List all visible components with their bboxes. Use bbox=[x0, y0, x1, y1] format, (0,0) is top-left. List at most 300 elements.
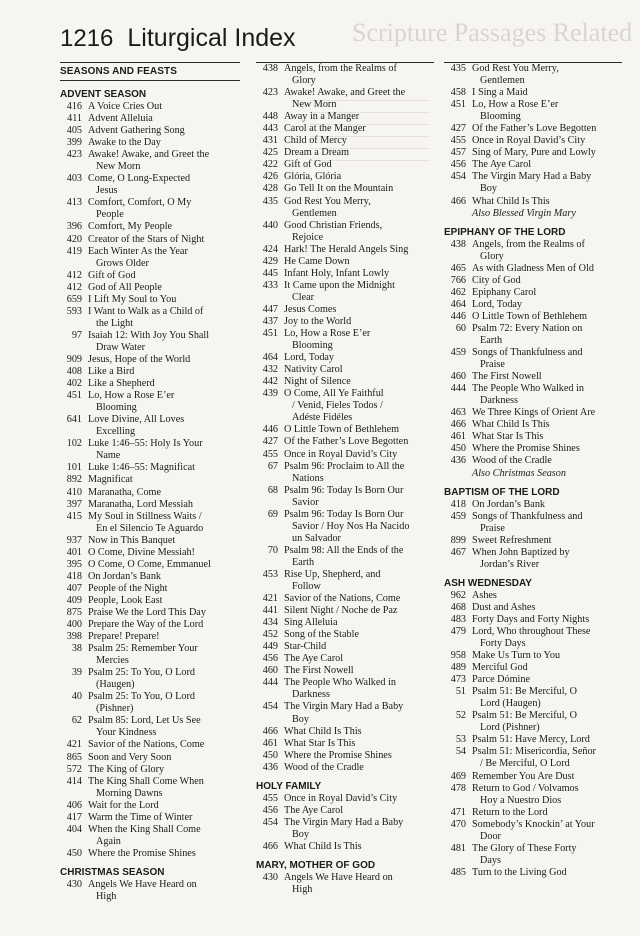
hymn-title: Warm the Time of Winter bbox=[88, 811, 193, 823]
hymn-number: 69 bbox=[267, 508, 278, 520]
hymn-number: 102 bbox=[66, 438, 82, 450]
hymn-number: 433 bbox=[262, 279, 278, 291]
hymn-number: 470 bbox=[450, 818, 466, 830]
section-heading-advent: ADVENT SEASON bbox=[60, 89, 147, 100]
entry-line bbox=[256, 123, 434, 135]
index-entry bbox=[444, 299, 622, 311]
hymn-number: 97 bbox=[71, 329, 82, 341]
index-entry bbox=[256, 111, 434, 123]
hymn-title: Awake! Awake, and Greet the bbox=[284, 87, 406, 99]
hymn-title: Wood of the Cradle bbox=[284, 761, 364, 773]
hymn-title-continuation: New Morn bbox=[292, 99, 337, 111]
hymn-title: Go Tell It on the Mountain bbox=[284, 183, 394, 195]
entry-line bbox=[256, 665, 434, 677]
entry-line bbox=[60, 607, 240, 619]
index-entry bbox=[256, 701, 434, 725]
hymn-title: O Little Town of Bethlehem bbox=[284, 424, 400, 436]
hymn-title: When John Baptized by bbox=[472, 546, 570, 558]
index-entry bbox=[60, 571, 240, 583]
hymn-number: 436 bbox=[450, 455, 466, 467]
index-entry bbox=[60, 246, 240, 270]
entry-line bbox=[444, 171, 622, 183]
hymn-title: Each Winter As the Year bbox=[88, 245, 188, 257]
hymn-title: Songs of Thankfulness and bbox=[472, 347, 583, 359]
entry-line bbox=[444, 239, 622, 251]
hymn-number: 459 bbox=[450, 510, 466, 522]
index-entry bbox=[256, 123, 434, 135]
hymn-title: Like a Shepherd bbox=[88, 378, 155, 390]
hymn-title-continuation: Your Kindness bbox=[96, 727, 157, 739]
hymn-title: Of the Father’s Love Begotten bbox=[472, 123, 597, 135]
entry-line bbox=[444, 686, 622, 698]
hymn-number: 473 bbox=[450, 674, 466, 686]
entry-line bbox=[444, 123, 622, 135]
hymn-title: It Came upon the Midnight bbox=[284, 279, 395, 291]
entry-line bbox=[60, 739, 240, 751]
hymn-title: On Jordan’s Bank bbox=[88, 570, 162, 582]
hymn-title: Night of Silence bbox=[284, 376, 351, 388]
entry-line bbox=[60, 378, 240, 390]
hymn-title-continuation: Darkness bbox=[292, 689, 330, 701]
hymn-number: 445 bbox=[262, 267, 278, 279]
hymn-title-continuation: Earth bbox=[292, 556, 315, 568]
entry-line bbox=[60, 800, 240, 812]
entry-line bbox=[256, 641, 434, 653]
hymn-title: Wood of the Cradle bbox=[472, 455, 552, 467]
hymn-title: Lo, How a Rose E’er bbox=[88, 390, 175, 402]
index-entry bbox=[256, 388, 434, 424]
index-entry bbox=[60, 197, 240, 221]
hymn-number: 446 bbox=[262, 424, 278, 436]
index-entry bbox=[444, 196, 622, 208]
entry-line bbox=[444, 511, 622, 523]
entry-line bbox=[256, 461, 434, 473]
index-entry bbox=[444, 746, 622, 770]
hymn-number: 426 bbox=[262, 171, 278, 183]
hymn-number: 452 bbox=[262, 629, 278, 641]
hymn-title-continuation: Glory bbox=[292, 75, 316, 87]
hymn-title: Once in Royal David’s City bbox=[472, 135, 586, 147]
entry-line bbox=[444, 547, 622, 559]
hymn-title: Rise Up, Shepherd, and bbox=[284, 568, 381, 580]
index-entry bbox=[444, 843, 622, 867]
entry-line bbox=[256, 629, 434, 641]
hymn-title: Psalm 51: Misericordia, Señor bbox=[472, 746, 596, 758]
hymn-number: 436 bbox=[262, 761, 278, 773]
hymn-number: 423 bbox=[262, 87, 278, 99]
hymn-title-continuation: Savior / Hoy Nos Ha Nacido bbox=[292, 520, 410, 532]
hymn-title: The King of Glory bbox=[88, 763, 165, 775]
hymn-number: 101 bbox=[66, 462, 82, 474]
entry-line bbox=[256, 762, 434, 774]
hymn-number: 464 bbox=[450, 298, 466, 310]
index-entry bbox=[444, 662, 622, 674]
hymn-number: 67 bbox=[267, 460, 278, 472]
entry-line bbox=[256, 449, 434, 461]
index-entry bbox=[444, 63, 622, 87]
hymn-number: 461 bbox=[450, 431, 466, 443]
hymn-number: 431 bbox=[262, 135, 278, 147]
hymn-title-continuation: Earth bbox=[480, 334, 503, 346]
index-entry bbox=[60, 137, 240, 149]
entry-line bbox=[256, 485, 434, 497]
entry-line bbox=[444, 746, 622, 758]
hymn-title: Love Divine, All Loves bbox=[88, 414, 185, 426]
entry-line bbox=[60, 879, 240, 891]
hymn-number: 479 bbox=[450, 625, 466, 637]
hymn-number: 62 bbox=[71, 715, 82, 727]
hymn-title: Sing Alleluia bbox=[284, 617, 338, 629]
index-entry bbox=[60, 378, 240, 390]
index-entry bbox=[60, 559, 240, 571]
hymn-title-continuation: Follow bbox=[292, 581, 321, 593]
entry-line bbox=[444, 734, 622, 746]
hymn-number: 411 bbox=[67, 113, 82, 125]
hymn-title: Epiphany Carol bbox=[472, 286, 537, 298]
hymn-number: 466 bbox=[262, 840, 278, 852]
entry-line bbox=[60, 270, 240, 282]
index-entry bbox=[256, 629, 434, 641]
index-entry bbox=[444, 287, 622, 299]
hymn-number: 418 bbox=[450, 498, 466, 510]
entry-line bbox=[444, 407, 622, 419]
index-entry bbox=[60, 667, 240, 691]
hymn-number: 435 bbox=[262, 195, 278, 207]
hymn-title: Forty Days and Forty Nights bbox=[472, 613, 590, 625]
entry-line bbox=[60, 764, 240, 776]
entry-line bbox=[444, 159, 622, 171]
hymn-title: The Aye Carol bbox=[472, 159, 532, 171]
hymn-number: 417 bbox=[66, 811, 82, 823]
index-entry bbox=[256, 677, 434, 701]
index-entry bbox=[256, 617, 434, 629]
index-entry bbox=[444, 171, 622, 195]
hymn-title: What Star Is This bbox=[472, 431, 544, 443]
hymn-title: What Child Is This bbox=[284, 840, 362, 852]
hymn-title: I Lift My Soul to You bbox=[88, 293, 177, 305]
hymn-number: 481 bbox=[450, 842, 466, 854]
hymn-title: Jesus, Hope of the World bbox=[88, 353, 191, 365]
entry-line bbox=[256, 364, 434, 376]
hymn-number: 448 bbox=[262, 111, 278, 123]
hymn-title-continuation: Rejoice bbox=[292, 231, 324, 243]
hymn-number: 444 bbox=[262, 677, 278, 689]
entry-line bbox=[444, 710, 622, 722]
index-entry bbox=[256, 605, 434, 617]
index-entry bbox=[444, 87, 622, 99]
hymn-title-continuation: (Pishner) bbox=[96, 703, 134, 715]
entry-line bbox=[60, 715, 240, 727]
entry-line bbox=[444, 287, 622, 299]
entry-line bbox=[256, 872, 434, 884]
hymn-number: 404 bbox=[66, 823, 82, 835]
entry-line bbox=[60, 113, 240, 125]
hymn-number: 471 bbox=[450, 806, 466, 818]
hymn-title: Silent Night / Noche de Paz bbox=[284, 605, 398, 617]
entry-line bbox=[444, 614, 622, 626]
entry-line bbox=[256, 726, 434, 738]
entry-line bbox=[60, 499, 240, 511]
hymn-title-continuation: Hoy a Nuestro Dios bbox=[480, 794, 562, 806]
index-entry bbox=[256, 63, 434, 87]
hymn-number: 489 bbox=[450, 662, 466, 674]
entry-line bbox=[256, 738, 434, 750]
hymn-title: Return to God / Volvamos bbox=[472, 782, 579, 794]
index-entry bbox=[444, 323, 622, 347]
index-entry bbox=[256, 316, 434, 328]
hymn-number: 937 bbox=[66, 534, 82, 546]
hymn-title: Angels, from the Realms of bbox=[472, 238, 585, 250]
entry-line bbox=[256, 87, 434, 99]
entry-line bbox=[60, 234, 240, 246]
hymn-title: Where the Promise Shines bbox=[472, 443, 580, 455]
hymn-title-continuation: Savior bbox=[292, 496, 319, 508]
index-entry bbox=[444, 371, 622, 383]
hymn-number: 456 bbox=[262, 804, 278, 816]
hymn-title: Lord, Today bbox=[284, 352, 335, 364]
hymn-title-continuation: Nations bbox=[292, 472, 324, 484]
index-entry bbox=[60, 125, 240, 137]
hymn-title-continuation: Boy bbox=[292, 713, 309, 725]
index-entry bbox=[256, 183, 434, 195]
hymn-number: 469 bbox=[450, 770, 466, 782]
hymn-title-continuation: (Haugen) bbox=[96, 679, 135, 691]
entry-line bbox=[60, 282, 240, 294]
entry-line bbox=[60, 246, 240, 258]
hymn-title: Joy to the World bbox=[284, 315, 352, 327]
index-entry bbox=[444, 547, 622, 571]
hymn-title: Lo, How a Rose E’er bbox=[472, 99, 559, 111]
entry-line bbox=[256, 196, 434, 208]
hymn-number: 418 bbox=[66, 570, 82, 582]
hymn-number: 468 bbox=[450, 601, 466, 613]
hymn-number: 467 bbox=[450, 546, 466, 558]
hymn-title: On Jordan’s Bank bbox=[472, 498, 546, 510]
hymn-title: Psalm 96: Today Is Born Our bbox=[284, 484, 404, 496]
hymn-title: Prepare! Prepare! bbox=[88, 631, 160, 643]
entry-line bbox=[444, 135, 622, 147]
entry-line bbox=[60, 631, 240, 643]
index-entry bbox=[60, 812, 240, 824]
hymn-title: Isaiah 12: With Joy You Shall bbox=[88, 329, 210, 341]
hymn-title: Infant Holy, Infant Lowly bbox=[284, 267, 390, 279]
entry-line bbox=[60, 535, 240, 547]
hymn-title: Sweet Refreshment bbox=[472, 534, 552, 546]
hymn-title: Of the Father’s Love Begotten bbox=[284, 436, 409, 448]
index-entry bbox=[256, 841, 434, 853]
hymn-number: 456 bbox=[450, 159, 466, 171]
hymn-title: Comfort, My People bbox=[88, 221, 173, 233]
hymn-number: 451 bbox=[262, 328, 278, 340]
hymn-number: 425 bbox=[262, 147, 278, 159]
hymn-title: The First Nowell bbox=[284, 665, 354, 677]
hymn-title: Psalm 51: Be Merciful, O bbox=[472, 686, 577, 698]
hymn-number: 398 bbox=[66, 631, 82, 643]
index-entry bbox=[444, 807, 622, 819]
hymn-title: The Aye Carol bbox=[284, 653, 344, 665]
hymn-number: 421 bbox=[66, 739, 82, 751]
entry-line bbox=[256, 159, 434, 171]
hymn-number: 440 bbox=[262, 219, 278, 231]
hymn-title: O Little Town of Bethlehem bbox=[472, 310, 588, 322]
entry-line bbox=[256, 424, 434, 436]
hymn-title: Glória, Glória bbox=[284, 171, 342, 183]
hymn-title: Creator of the Stars of Night bbox=[88, 233, 205, 245]
entry-line bbox=[60, 776, 240, 788]
hymn-number: 454 bbox=[450, 171, 466, 183]
index-entry bbox=[444, 159, 622, 171]
column-heading: SEASONS AND FEASTS bbox=[60, 66, 178, 77]
entry-line bbox=[256, 63, 434, 75]
hymn-number: 455 bbox=[450, 135, 466, 147]
entry-line bbox=[444, 383, 622, 395]
index-entry bbox=[256, 872, 434, 896]
entry-line bbox=[256, 677, 434, 689]
hymn-title: City of God bbox=[472, 274, 521, 286]
index-entry bbox=[60, 752, 240, 764]
index-entry bbox=[256, 196, 434, 220]
hymn-title: The First Nowell bbox=[472, 371, 542, 383]
entry-line bbox=[60, 354, 240, 366]
entry-line bbox=[444, 662, 622, 674]
hymn-number: 422 bbox=[262, 159, 278, 171]
hymn-number: 428 bbox=[262, 183, 278, 195]
entry-line bbox=[60, 547, 240, 559]
index-entry bbox=[256, 424, 434, 436]
index-entry bbox=[444, 135, 622, 147]
hymn-number: 401 bbox=[66, 546, 82, 558]
index-entry bbox=[60, 619, 240, 631]
hymn-number: 405 bbox=[66, 125, 82, 137]
hymn-number: 459 bbox=[450, 347, 466, 359]
index-entry bbox=[60, 270, 240, 282]
hymn-title: The Virgin Mary Had a Baby bbox=[284, 816, 404, 828]
index-entry bbox=[256, 750, 434, 762]
index-columns bbox=[60, 62, 622, 903]
hymn-number: 410 bbox=[66, 486, 82, 498]
hymn-number: 460 bbox=[262, 665, 278, 677]
hymn-title: Once in Royal David’s City bbox=[284, 448, 398, 460]
hymn-number: 659 bbox=[66, 293, 82, 305]
page-title: Liturgical Index bbox=[127, 24, 296, 52]
hymn-title: Lord, Who throughout These bbox=[472, 625, 591, 637]
index-entry bbox=[444, 626, 622, 650]
index-entry bbox=[444, 239, 622, 263]
hymn-title-continuation: High bbox=[96, 891, 117, 902]
hymn-number: 427 bbox=[450, 123, 466, 135]
hymn-title: Song of the Stable bbox=[284, 629, 359, 641]
index-entry bbox=[444, 455, 622, 467]
entry-line bbox=[60, 667, 240, 679]
hymn-title-continuation: Clear bbox=[292, 291, 315, 303]
entry-line bbox=[256, 268, 434, 280]
index-entry bbox=[256, 738, 434, 750]
hymn-title: Prepare the Way of the Lord bbox=[88, 619, 204, 631]
index-entry bbox=[256, 171, 434, 183]
hymn-number: 572 bbox=[66, 763, 82, 775]
entry-line bbox=[256, 750, 434, 762]
hymn-number: 68 bbox=[267, 484, 278, 496]
hymn-number: 892 bbox=[66, 474, 82, 486]
index-entry bbox=[444, 123, 622, 135]
entry-line bbox=[256, 256, 434, 268]
hymn-number: 427 bbox=[262, 436, 278, 448]
hymn-number: 421 bbox=[262, 593, 278, 605]
hymn-title: Child of Mercy bbox=[284, 135, 347, 147]
index-entry bbox=[60, 282, 240, 294]
index-entry bbox=[60, 511, 240, 535]
index-entry bbox=[256, 461, 434, 485]
hymn-title-continuation: Jordan’s River bbox=[480, 558, 540, 570]
index-entry bbox=[444, 771, 622, 783]
entry-line bbox=[444, 650, 622, 662]
hymn-number: 412 bbox=[66, 281, 82, 293]
hymn-title: Maranatha, Come bbox=[88, 486, 161, 498]
hymn-title: Remember You Are Dust bbox=[472, 770, 575, 782]
entry-line bbox=[256, 280, 434, 292]
hymn-number: 400 bbox=[66, 619, 82, 631]
hymn-title: Psalm 51: Be Merciful, O bbox=[472, 710, 577, 722]
index-entry bbox=[444, 499, 622, 511]
hymn-title-continuation: New Morn bbox=[96, 161, 141, 173]
hymn-title-continuation: Again bbox=[96, 835, 121, 847]
index-entry bbox=[444, 511, 622, 535]
hymn-number: 446 bbox=[450, 310, 466, 322]
hymn-number: 51 bbox=[455, 686, 466, 698]
index-entry bbox=[256, 449, 434, 461]
entry-line bbox=[256, 304, 434, 316]
entry-line bbox=[60, 812, 240, 824]
hymn-title-continuation: Blooming bbox=[292, 340, 333, 352]
hymn-number: 413 bbox=[66, 197, 82, 209]
index-entry bbox=[60, 499, 240, 511]
hymn-number: 899 bbox=[450, 534, 466, 546]
index-entry bbox=[444, 590, 622, 602]
entry-line bbox=[444, 275, 622, 287]
hymn-title: Wait for the Lord bbox=[88, 799, 159, 811]
index-entry bbox=[60, 595, 240, 607]
entry-line bbox=[444, 419, 622, 431]
index-entry bbox=[444, 407, 622, 419]
index-entry bbox=[256, 328, 434, 352]
entry-line bbox=[256, 376, 434, 388]
index-entry bbox=[60, 583, 240, 595]
entry-line bbox=[60, 306, 240, 318]
entry-line bbox=[60, 559, 240, 571]
hymn-title-continuation: Jesus bbox=[96, 185, 118, 197]
hymn-title: Turn to the Living God bbox=[472, 866, 567, 878]
hymn-number: 38 bbox=[71, 643, 82, 655]
index-entry bbox=[256, 653, 434, 665]
entry-line bbox=[444, 867, 622, 879]
hymn-number: 909 bbox=[66, 353, 82, 365]
entry-line bbox=[256, 183, 434, 195]
hymn-number: 52 bbox=[455, 710, 466, 722]
entry-line bbox=[256, 605, 434, 617]
hymn-title: Comfort, Comfort, O My bbox=[88, 197, 192, 209]
index-entry bbox=[256, 87, 434, 111]
entry-line bbox=[256, 617, 434, 629]
index-entry bbox=[444, 311, 622, 323]
hymn-number: 439 bbox=[262, 388, 278, 400]
entry-line bbox=[444, 87, 622, 99]
index-entry bbox=[256, 364, 434, 376]
hymn-title: Psalm 96: Proclaim to All the bbox=[284, 460, 405, 472]
hymn-title: O Come, O Come, Emmanuel bbox=[88, 558, 211, 570]
hymn-number: 875 bbox=[66, 606, 82, 618]
entry-line bbox=[60, 101, 240, 113]
hymn-title: Gift of God bbox=[88, 269, 136, 281]
